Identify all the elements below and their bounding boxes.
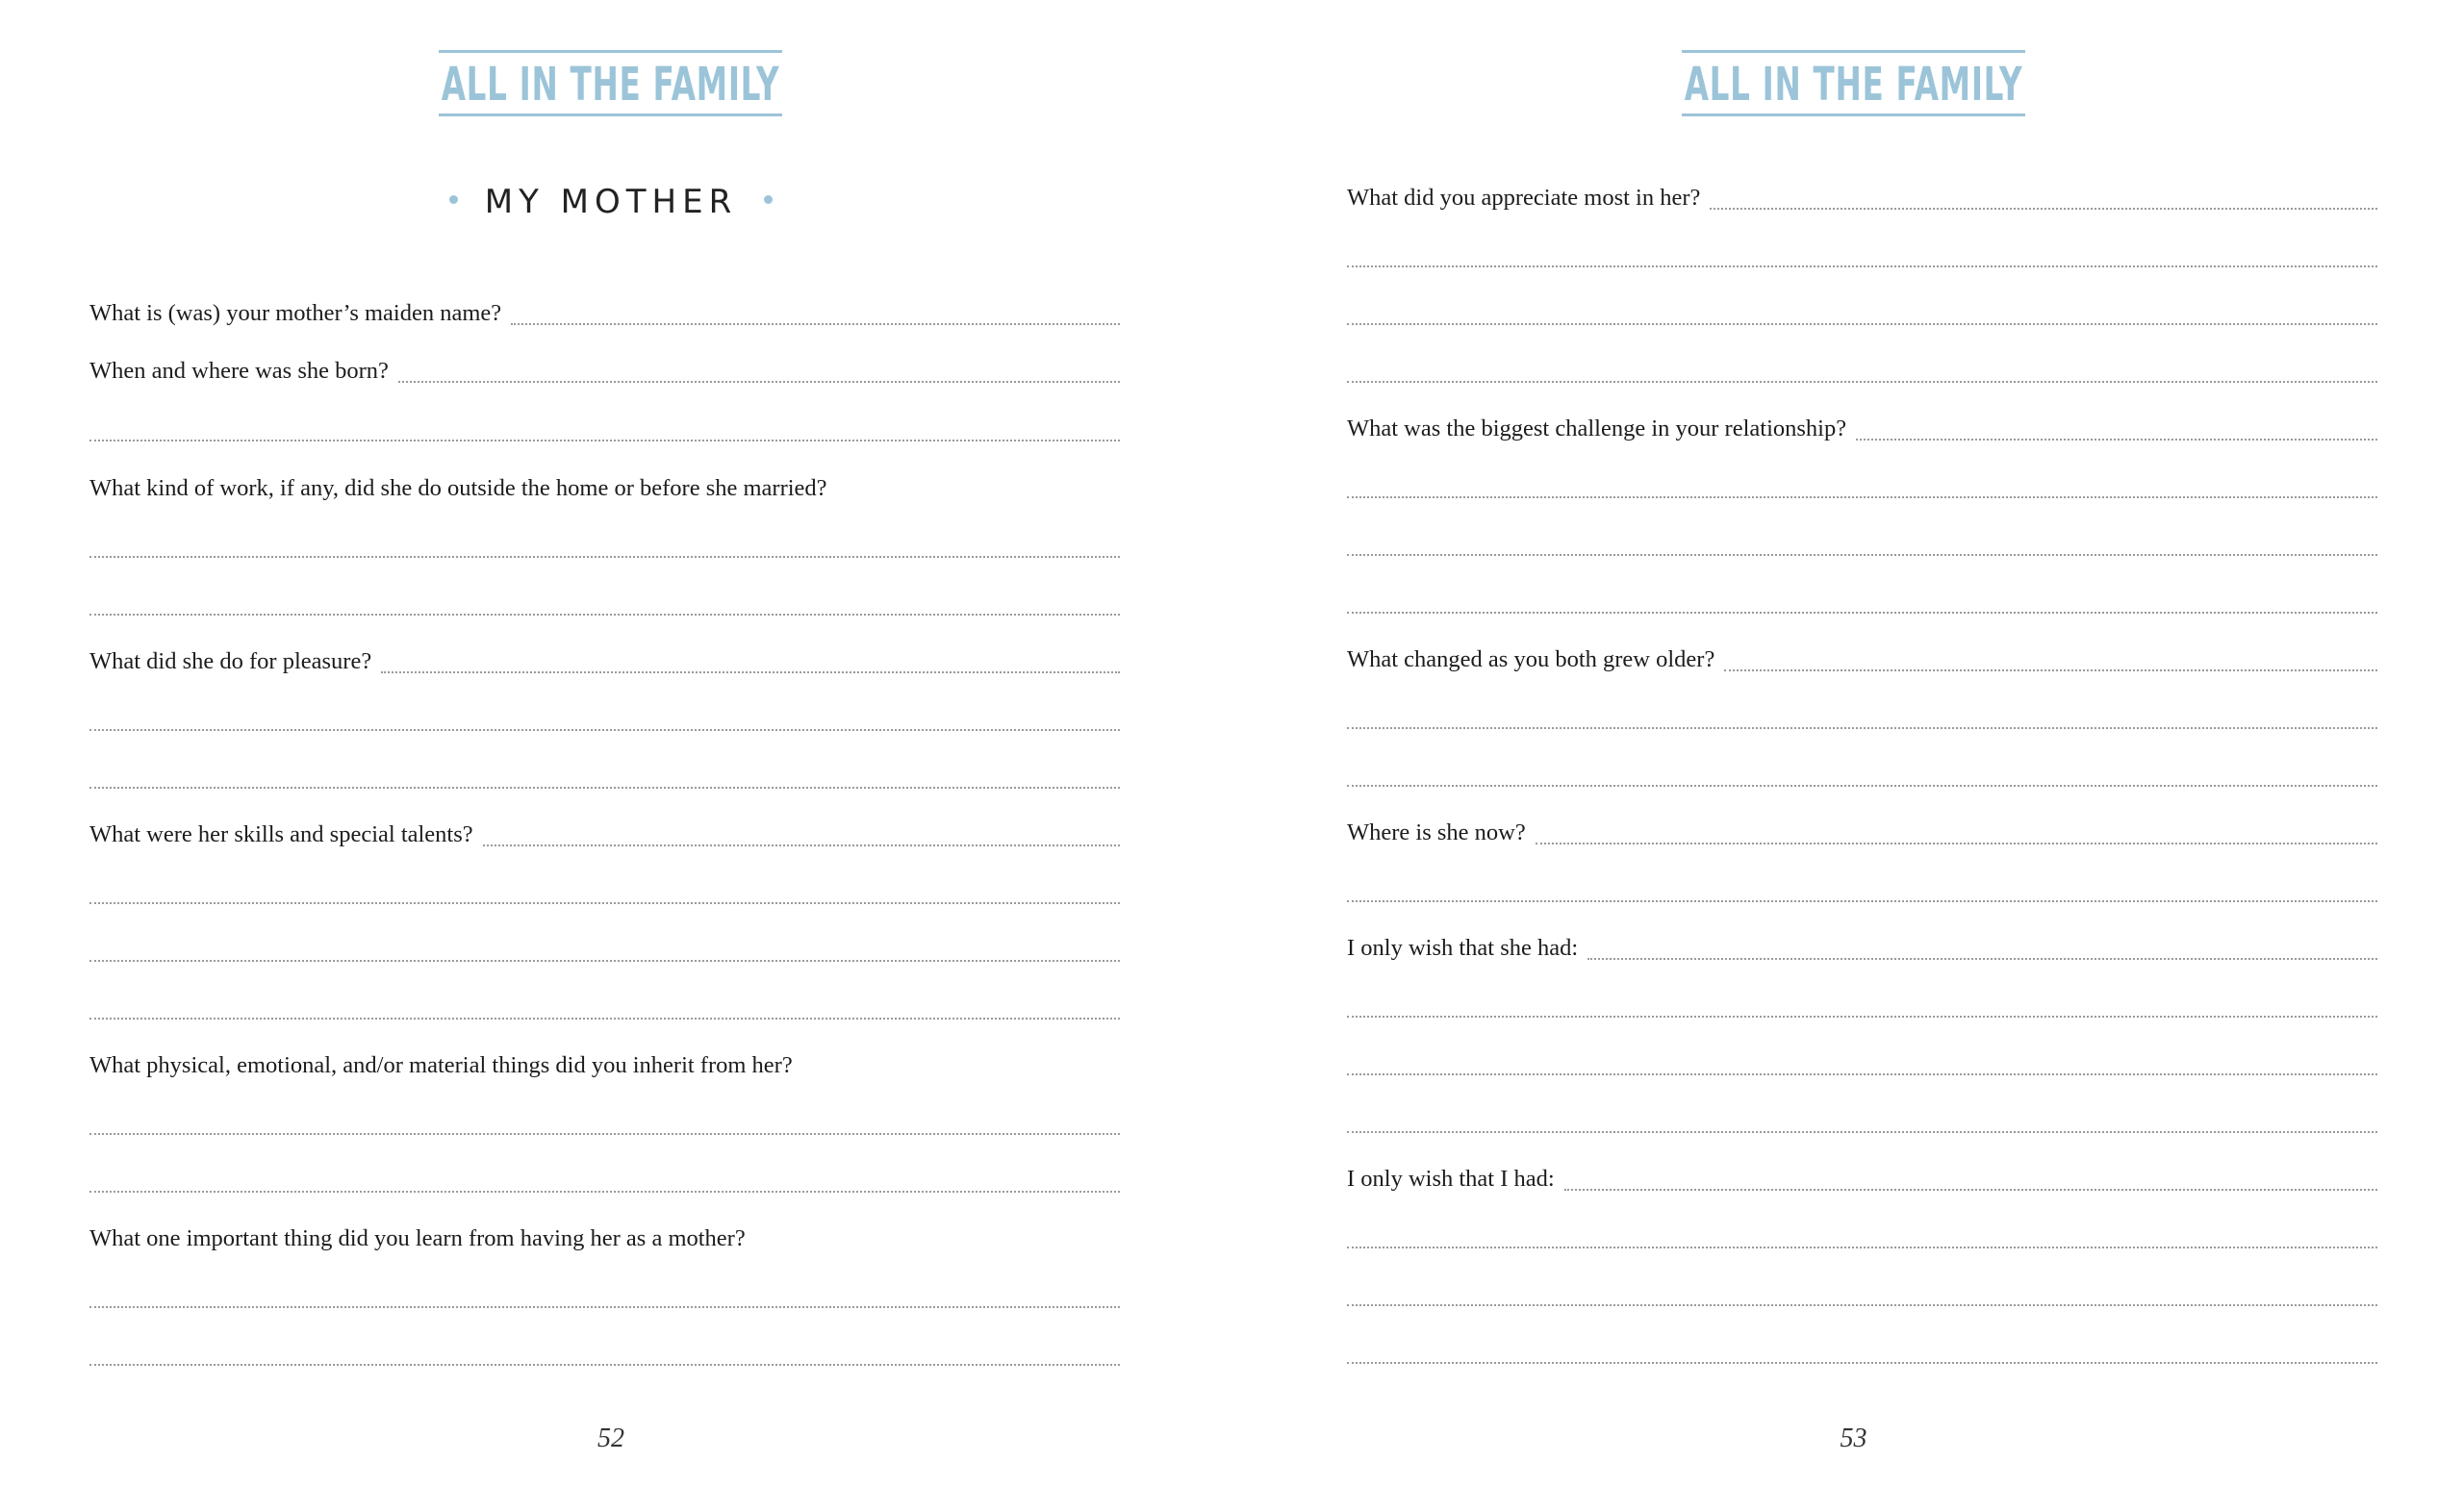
question-label: What changed as you both grew older? [1347, 646, 1715, 672]
question-label: What one important thing did you learn from having her as a mother? [89, 1225, 746, 1251]
answer-line[interactable] [511, 323, 1120, 325]
running-head-text: ALL IN THE FAMILY [439, 50, 782, 116]
running-head-right [1251, 50, 2456, 116]
question-row [1347, 806, 2377, 844]
answer-line[interactable] [1724, 669, 2377, 671]
answer-line[interactable] [1347, 1362, 2377, 1364]
answer-line[interactable] [398, 381, 1120, 383]
answer-line[interactable] [1856, 439, 2377, 441]
answer-line[interactable] [1347, 1247, 2377, 1248]
answer-line[interactable] [89, 960, 1120, 962]
question-row [1347, 921, 2377, 960]
question-label: What is (was) your mother’s maiden name? [89, 300, 502, 326]
question-label: Where is she now? [1347, 819, 1526, 845]
question-label: What kind of work, if any, did she do outside the home or before she married? [89, 475, 827, 501]
question-label: What was the biggest challenge in your relationship? [1347, 416, 1847, 441]
answer-line[interactable] [89, 729, 1120, 731]
answer-line[interactable] [1564, 1189, 2377, 1191]
answer-line[interactable] [1587, 958, 2377, 960]
question-row [89, 635, 1120, 673]
question-row [1347, 633, 2377, 671]
answer-line[interactable] [89, 440, 1120, 441]
question-row [89, 1039, 1120, 1077]
answer-line[interactable] [1347, 381, 2377, 383]
answer-line[interactable] [1347, 496, 2377, 498]
answer-line[interactable] [1347, 1131, 2377, 1133]
answer-line[interactable] [1347, 554, 2377, 556]
answer-line[interactable] [89, 1133, 1120, 1135]
question-row [1347, 171, 2377, 210]
section-title [0, 183, 1222, 221]
running-head-text: ALL IN THE FAMILY [1682, 50, 2025, 116]
question-label: When and where was she born? [89, 358, 389, 384]
answer-line[interactable] [1347, 785, 2377, 787]
question-row [89, 344, 1120, 383]
answer-line[interactable] [1347, 727, 2377, 729]
section-title-text: MY MOTHER [484, 183, 738, 221]
answer-line[interactable] [1347, 323, 2377, 325]
running-head-left [0, 50, 1222, 116]
answer-line[interactable] [483, 844, 1120, 846]
answer-line[interactable] [1347, 265, 2377, 267]
answer-line[interactable] [1710, 208, 2377, 210]
question-row [1347, 402, 2377, 441]
question-label: I only wish that I had: [1347, 1166, 1555, 1192]
answer-line[interactable] [89, 1364, 1120, 1366]
answer-line[interactable] [89, 614, 1120, 616]
answer-line[interactable] [1347, 1073, 2377, 1075]
question-label: What physical, emotional, and/or material things did you inherit from her? [89, 1052, 793, 1078]
page-number: 52 [597, 1424, 624, 1453]
answer-line[interactable] [381, 671, 1120, 673]
question-label: What were her skills and special talents? [89, 821, 473, 847]
page-number: 53 [1840, 1424, 1867, 1453]
question-label: I only wish that she had: [1347, 935, 1579, 961]
question-row [1347, 1152, 2377, 1191]
right-page [1257, 0, 2463, 1512]
answer-line[interactable] [1347, 1016, 2377, 1018]
bullet-dot-icon [449, 195, 458, 204]
answer-line[interactable] [89, 1018, 1120, 1020]
bullet-dot-icon [764, 195, 773, 204]
answer-line[interactable] [89, 787, 1120, 789]
answer-line[interactable] [89, 556, 1120, 558]
answer-line[interactable] [89, 1306, 1120, 1308]
question-label: What did she do for pleasure? [89, 648, 372, 674]
question-label: What did you appreciate most in her? [1347, 185, 1701, 211]
question-row [89, 462, 1120, 500]
question-row [89, 287, 1120, 325]
answer-line[interactable] [1347, 900, 2377, 902]
question-row [89, 808, 1120, 846]
answer-line[interactable] [1347, 612, 2377, 614]
answer-line[interactable] [1347, 1304, 2377, 1306]
answer-line[interactable] [89, 902, 1120, 904]
answer-line[interactable] [1536, 843, 2377, 844]
question-row [89, 1212, 1120, 1250]
answer-line[interactable] [89, 1191, 1120, 1193]
